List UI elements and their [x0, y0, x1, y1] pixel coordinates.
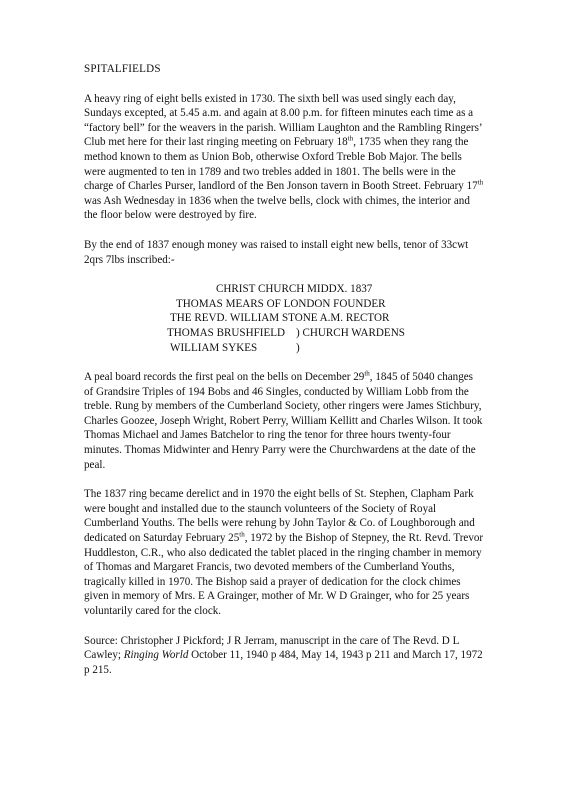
warden-name: WILLIAM SYKES	[170, 341, 258, 354]
inscription-line	[84, 341, 484, 356]
paragraph-text: A heavy ring of eight bells existed in 1730. The sixth bell was used singly each day, Sundays excepted, at 5.45 a.m. and again at 8.00 p.m. for fifteen minutes each time as a “factory bell” for the weavers in the parish. William Laughton and the Rambling Ringers’ Club met here for their last ringing meeting on February 18	[84, 92, 482, 149]
ordinal-suffix: th	[347, 134, 354, 143]
warden-role: )	[296, 341, 300, 354]
history-paragraph	[84, 92, 484, 223]
ordinal-suffix: th	[239, 530, 245, 539]
page-title: SPITALFIELDS	[84, 63, 161, 75]
document-page	[84, 62, 484, 692]
rehang-paragraph	[84, 487, 484, 618]
inscription-line: THE REVD. WILLIAM STONE A.M. RECTOR	[170, 312, 390, 325]
ordinal-suffix: th	[364, 369, 370, 378]
bell-inscription	[84, 282, 484, 355]
paragraph-text: The 1837 ring became derelict and in 1970 the eight bells of St. Stephen, Clapham Park were bought and installed due to the staunch volunteers of the Society of Royal Cumberland Youths. The bells were rehung by John Taylor & Co. of Loughborough and dedicated on Saturday February 25	[84, 488, 475, 545]
peal-board-paragraph	[84, 370, 484, 472]
paragraph-text: , 1845 of 5040 changes of Grandsire Triples of 194 Bobs and 46 Singles, conducted by William Lobb from the treble. Rung by members of the Cumberland Society, other ringers were James Stichbury, Charles Goozee, Joseph Wright, Robert Perry, William Kellitt and Charles Wilson. It took Thomas Michael and James Batchelor to ring the tenor for three hours twenty-four minutes. Thomas Midwinter and Henry Parry were the Churchwardens at the date of the peal.	[84, 371, 483, 471]
source-text: Source: Christopher J Pickford; J R Jerram, manuscript in the care of The Revd. D L Cawley;	[84, 634, 459, 662]
warden-role: ) CHURCH WARDENS	[296, 326, 405, 339]
paragraph-text: A peal board records the first peal on the bells on December 29	[84, 371, 365, 384]
ordinal-suffix: th	[477, 178, 484, 187]
source-text: October 11, 1940 p 484, May 14, 1943 p 211 and March 17, 1972 p 215.	[84, 649, 483, 676]
inscription-line	[84, 326, 484, 341]
paragraph-text: , 1735 when they rang the method known to them as Union Bob, otherwise Oxford Treble Bob Major. The bells were augmented to ten in 1789 and two trebles added in 1801. The bells were in the charge of Charles Purser, landlord of the Ben Jonson tavern in Booth Street. February 17	[84, 136, 478, 193]
paragraph-text: was Ash Wednesday in 1836 when the twelve bells, clock with chimes, the interior and the floor below were destroyed by fire.	[84, 194, 470, 222]
inscription-line: CHRIST CHURCH MIDDX. 1837	[216, 283, 373, 296]
warden-name: THOMAS BRUSHFIELD	[167, 326, 286, 339]
inscription-line: THOMAS MEARS OF LONDON FOUNDER	[176, 297, 386, 310]
source-paragraph	[84, 634, 484, 678]
paragraph-text: , 1972 by the Bishop of Stepney, the Rt. Revd. Trevor Huddleston, C.R., who also dedicated the tablet placed in the ringing chamber in memory of Thomas and Margaret Francis, two devoted members of the Cumberland Youths, tragically killed in 1970. The Bishop said a prayer of dedication for the clock chimes given in memory of Mrs. E A Grainger, mother of Mr. W D Grainger, who for 25 years voluntarily cared for the clock.	[84, 532, 484, 617]
new-bells-paragraph: By the end of 1837 enough money was raised to install eight new bells, tenor of 33cwt 2qrs 7lbs inscribed:-	[84, 238, 469, 266]
publication-title: Ringing World	[123, 649, 189, 662]
